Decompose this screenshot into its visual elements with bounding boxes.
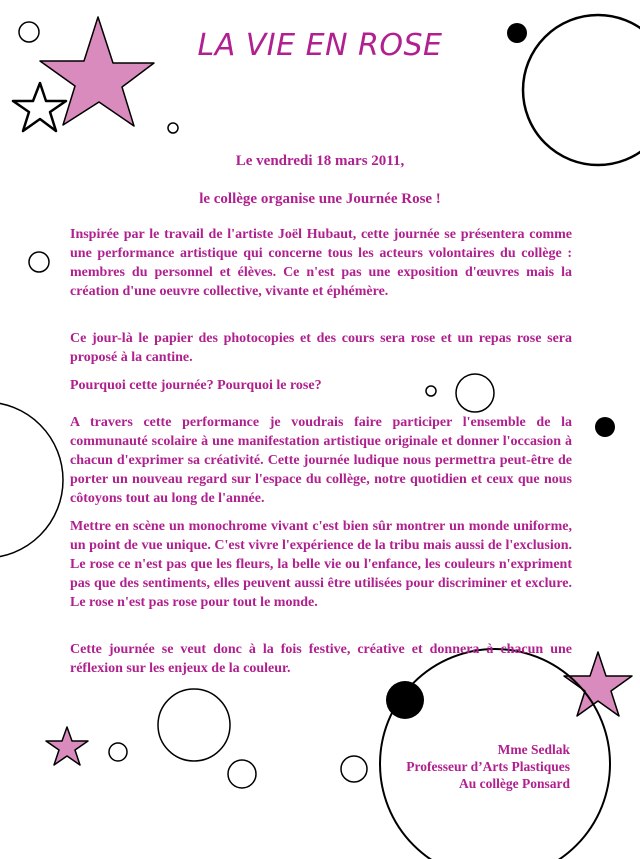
signature-role: Professeur d’Arts Plastiques (406, 759, 570, 774)
subtitle: le collège organise une Journée Rose ! (199, 191, 441, 207)
paragraph-question: Pourquoi cette journée? Pourquoi le rose? (70, 378, 322, 393)
pink-star-large (40, 17, 154, 126)
circle-top-left (19, 22, 39, 42)
paragraph-conclusion: Cette journée se veut donc à la fois festive, créative et donnera à chacun une réflexion sur les enjeux de la couleur. (70, 642, 572, 676)
big-circle-left (0, 402, 63, 558)
white-star-outline (13, 83, 66, 131)
dot-top-right (507, 23, 527, 43)
circle-bottom-left (109, 743, 127, 761)
paragraph-photocopies: Ce jour-là le papier des photocopies et des cours sera rose et un repas rose sera proposé à la cantine. (70, 331, 572, 365)
date-line: Le vendredi 18 mars 2011, (235, 153, 405, 169)
page-title: LA VIE EN ROSE (197, 28, 443, 63)
pink-star-right (564, 652, 632, 716)
paragraph-performance: A travers cette performance je voudrais faire participer l'ensemble de la communauté scolaire à une manifestation artistique originale et donner l'occasion à chacun d'exprimer sa créativité. Cette journée ludique nous permettra peut-être de porter un nouveau regard sur l'espace du collège, notre quotidien et ceux que nous côtoyons tout au long de l'année. (70, 415, 572, 506)
big-circle-top-right (523, 15, 640, 165)
dot-bottom-right (386, 681, 424, 719)
signature-block (360, 741, 570, 792)
signature-name: Mme Sedlak (497, 742, 570, 757)
circle-bottom-mid-large (158, 689, 230, 761)
paragraph-intro: Inspirée par le travail de l'artiste Joël Hubaut, cette journée se présentera comme une performance artistique qui concerne tous les acteurs volontaires du collège : membres du personnel et élèves. Ce n'est pas une exposition d'œuvres mais la création d'une oeuvre collective, vivante et éphémère. (70, 227, 572, 299)
circle-left-mid (29, 252, 49, 272)
signature-school: Au collège Ponsard (459, 776, 570, 791)
small-circle-top (168, 123, 178, 133)
paragraph-monochrome: Mettre en scène un monochrome vivant c'est bien sûr montrer un monde uniforme, un point de vue unique. C'est vivre l'expérience de la tribu mais aussi de l'exclusion. Le rose ce n'est pas que les fleurs, la belle vie ou l'enfance, les couleurs n'expriment pas que des sentiments, elles peuvent aussi être utilisées pour discriminer et exclure. Le rose n'est pas rose pour tout le monde. (70, 519, 572, 610)
circle-bottom-mid-small (228, 760, 256, 788)
pink-star-small (46, 727, 88, 765)
dot-right-mid (595, 417, 615, 437)
